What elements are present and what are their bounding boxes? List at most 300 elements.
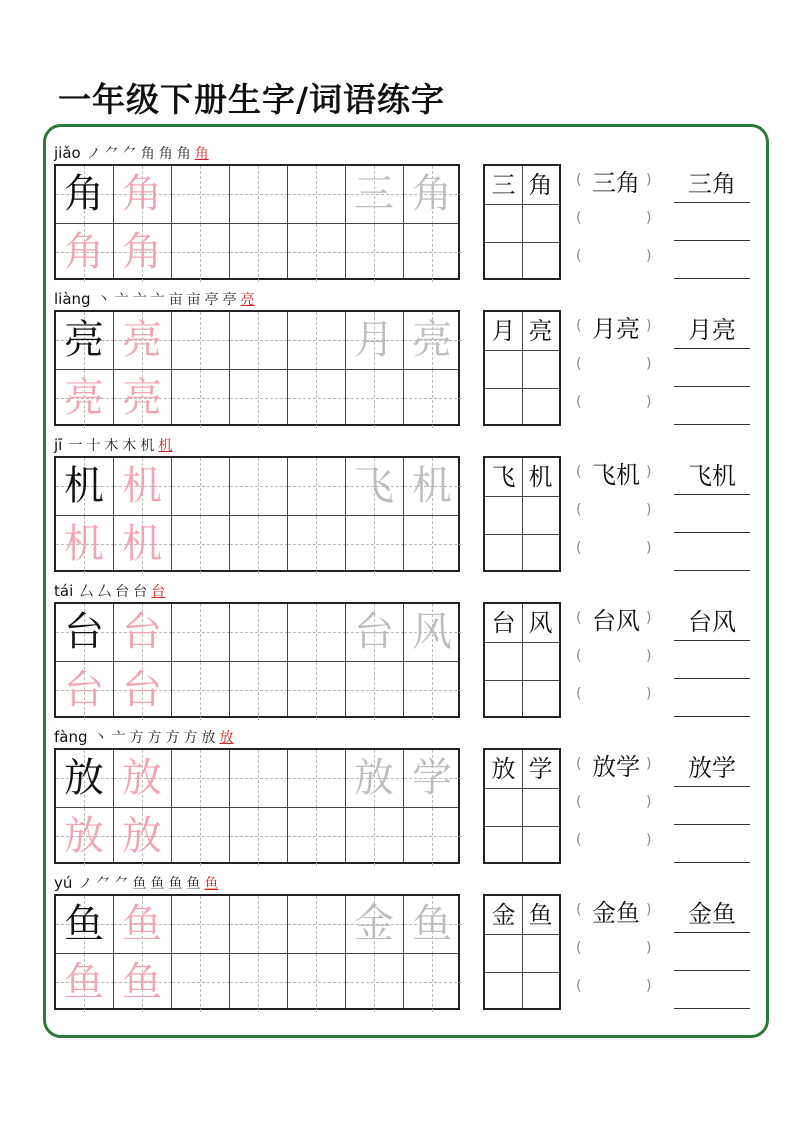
word-cell[interactable] (522, 204, 559, 242)
grid-divider (485, 680, 559, 681)
grid-cell[interactable] (172, 370, 230, 428)
paren-right: ) (646, 756, 652, 772)
stroke-step: 台 (151, 583, 166, 600)
grid-divider (485, 972, 559, 973)
practice-char: 机 (64, 463, 104, 509)
grid-divider (485, 496, 559, 497)
writing-lines (674, 456, 752, 572)
grid-divider (229, 604, 230, 716)
paren-right: ) (646, 648, 652, 664)
word-char: 学 (528, 755, 553, 783)
writing-lines (674, 602, 752, 718)
word-char: 三 (491, 171, 516, 199)
write-line[interactable] (674, 1008, 750, 1009)
paren-word (584, 456, 648, 494)
grid-cell[interactable] (230, 516, 288, 574)
line-word-char: 亮 (712, 316, 736, 344)
paren-word-char: 金 (592, 899, 616, 927)
pinyin-stroke-line (54, 872, 222, 896)
practice-char: 放 (122, 813, 162, 859)
practice-char: 机 (64, 521, 104, 567)
grid-cell[interactable] (288, 808, 346, 866)
word-char: 飞 (491, 463, 516, 491)
word-char: 机 (528, 463, 553, 491)
word-cell[interactable] (485, 496, 522, 534)
grid-divider (287, 604, 288, 716)
practice-char: 飞 (354, 463, 394, 509)
stroke-step: 鱼 (132, 875, 147, 892)
line-word-char: 放 (688, 754, 712, 782)
pinyin-label: jiǎo (54, 143, 81, 162)
stroke-step: 角 (176, 145, 191, 162)
paren-word-char: 鱼 (616, 899, 640, 927)
pinyin-stroke-line (54, 142, 213, 166)
stroke-step: 鱼 (204, 875, 219, 892)
word-char: 金 (491, 901, 516, 929)
stroke-step: 亠 (132, 291, 147, 308)
practice-char: 角 (122, 229, 162, 275)
stroke-step: 方 (183, 729, 198, 746)
paren-column (576, 894, 656, 1010)
stroke-step: 丶 (93, 729, 108, 746)
grid-cell[interactable] (404, 808, 462, 866)
paren-right: ) (646, 686, 652, 702)
word-cell[interactable] (485, 826, 522, 864)
grid-divider (485, 388, 559, 389)
write-line[interactable] (674, 862, 750, 863)
stroke-step: 方 (129, 729, 144, 746)
stroke-step: ノ (78, 875, 93, 892)
grid-cell[interactable] (172, 458, 230, 516)
practice-grid (54, 456, 460, 572)
grid-divider (229, 458, 230, 570)
pinyin-label: yú (54, 873, 73, 892)
stroke-step: ⺈ (104, 145, 119, 162)
pinyin-label: tái (54, 581, 74, 600)
line-word-char: 风 (712, 608, 736, 636)
paren-left: ( (576, 540, 582, 556)
grid-cell[interactable] (288, 224, 346, 282)
stroke-step: 角 (158, 145, 173, 162)
word-grid (483, 894, 561, 1010)
paren-right: ) (646, 540, 652, 556)
word-grid (483, 456, 561, 572)
practice-char: 角 (64, 171, 104, 217)
write-line[interactable] (674, 824, 750, 825)
paren-right: ) (646, 610, 652, 626)
stroke-step: 一 (68, 437, 83, 454)
stroke-step: 台 (115, 583, 130, 600)
stroke-step: 亭 (204, 291, 219, 308)
paren-column (576, 164, 656, 280)
paren-left: ( (576, 394, 582, 410)
paren-left: ( (576, 210, 582, 226)
grid-divider (229, 312, 230, 424)
write-line[interactable] (674, 202, 750, 203)
paren-word (584, 748, 648, 786)
grid-cell[interactable] (172, 954, 230, 1012)
word-cell[interactable] (485, 934, 522, 972)
grid-divider (287, 312, 288, 424)
practice-char: 角 (64, 229, 104, 275)
word-char: 角 (528, 171, 553, 199)
grid-cell[interactable] (288, 370, 346, 428)
word-char: 放 (491, 755, 516, 783)
paren-word-char: 放 (592, 753, 616, 781)
practice-char: 机 (412, 463, 452, 509)
pinyin-label: liàng (54, 289, 91, 308)
word-cell[interactable] (522, 680, 559, 718)
grid-cell[interactable] (346, 516, 404, 574)
grid-cell[interactable] (288, 662, 346, 720)
stroke-step: 亠 (111, 729, 126, 746)
grid-cell[interactable] (404, 516, 462, 574)
word-grid (483, 310, 561, 426)
line-word-char: 月 (688, 316, 712, 344)
page-title: 一年级下册生字/词语练字 (58, 80, 446, 119)
pinyin-label: jī (54, 435, 63, 454)
stroke-step: ⺈ (122, 145, 137, 162)
word-cell[interactable] (522, 826, 559, 864)
paren-word-char: 三 (592, 169, 616, 197)
line-word (674, 606, 750, 638)
grid-divider (171, 896, 172, 1008)
writing-lines (674, 310, 752, 426)
stroke-step: 台 (133, 583, 148, 600)
word-cell[interactable] (485, 534, 522, 572)
grid-divider (171, 458, 172, 570)
line-word (674, 314, 750, 346)
line-word (674, 752, 750, 784)
line-word-char: 角 (712, 170, 736, 198)
grid-divider (171, 166, 172, 278)
word-cell[interactable] (522, 788, 559, 826)
practice-grid (54, 894, 460, 1010)
grid-cell[interactable] (230, 604, 288, 662)
stroke-order (79, 581, 169, 601)
grid-cell[interactable] (230, 662, 288, 720)
stroke-step: 厶 (79, 583, 94, 600)
grid-cell[interactable] (230, 312, 288, 370)
practice-char: 亮 (64, 317, 104, 363)
grid-divider (287, 458, 288, 570)
word-cell[interactable] (485, 642, 522, 680)
practice-grid (54, 602, 460, 718)
word-grid (483, 602, 561, 718)
paren-right: ) (646, 172, 652, 188)
practice-char: 台 (122, 609, 162, 655)
grid-divider (485, 788, 559, 789)
paren-column (576, 602, 656, 718)
practice-char: 台 (122, 667, 162, 713)
paren-right: ) (646, 978, 652, 994)
paren-left: ( (576, 502, 582, 518)
practice-grid (54, 748, 460, 864)
grid-cell[interactable] (230, 458, 288, 516)
practice-char: 鱼 (122, 959, 162, 1005)
write-line[interactable] (674, 640, 750, 641)
practice-char: 放 (354, 755, 394, 801)
grid-cell[interactable] (404, 662, 462, 720)
paren-left: ( (576, 248, 582, 264)
word-cell[interactable] (485, 242, 522, 280)
practice-char: 亮 (412, 317, 452, 363)
grid-cell[interactable] (346, 370, 404, 428)
stroke-step: 鱼 (150, 875, 165, 892)
practice-char: 亮 (64, 375, 104, 421)
stroke-step: 鱼 (168, 875, 183, 892)
grid-divider (485, 934, 559, 935)
practice-char: 风 (412, 609, 452, 655)
practice-grid (54, 164, 460, 280)
grid-cell[interactable] (346, 954, 404, 1012)
stroke-step: 亩 (168, 291, 183, 308)
stroke-order (68, 435, 176, 455)
stroke-step: 放 (201, 729, 216, 746)
word-cell[interactable] (522, 972, 559, 1010)
grid-divider (287, 896, 288, 1008)
word-char: 亮 (528, 317, 553, 345)
stroke-step: 十 (86, 437, 101, 454)
line-word-char: 学 (712, 754, 736, 782)
grid-cell[interactable] (230, 808, 288, 866)
practice-char: 台 (64, 667, 104, 713)
paren-right: ) (646, 394, 652, 410)
pinyin-stroke-line (54, 288, 259, 312)
stroke-step: 亮 (240, 291, 255, 308)
stroke-step: 机 (140, 437, 155, 454)
stroke-order (94, 727, 238, 747)
paren-word-char: 学 (616, 753, 640, 781)
grid-cell[interactable] (230, 896, 288, 954)
pinyin-stroke-line (54, 580, 169, 604)
word-cell[interactable] (485, 388, 522, 426)
practice-char: 放 (64, 813, 104, 859)
paren-right: ) (646, 318, 652, 334)
grid-cell[interactable] (404, 370, 462, 428)
practice-char: 角 (412, 171, 452, 217)
paren-left: ( (576, 648, 582, 664)
writing-lines (674, 164, 752, 280)
word-cell[interactable] (485, 680, 522, 718)
practice-char: 鱼 (122, 901, 162, 947)
word-cell[interactable] (522, 534, 559, 572)
paren-left: ( (576, 610, 582, 626)
grid-cell[interactable] (404, 954, 462, 1012)
paren-column (576, 748, 656, 864)
paren-right: ) (646, 940, 652, 956)
char-block (54, 434, 754, 580)
paren-right: ) (646, 832, 652, 848)
word-cell[interactable] (485, 204, 522, 242)
char-block (54, 288, 754, 434)
paren-column (576, 456, 656, 572)
grid-divider (485, 242, 559, 243)
paren-word-char: 风 (616, 607, 640, 635)
paren-word-char: 角 (616, 169, 640, 197)
grid-divider (229, 896, 230, 1008)
writing-lines (674, 894, 752, 1010)
paren-left: ( (576, 464, 582, 480)
paren-right: ) (646, 356, 652, 372)
word-char: 月 (491, 317, 516, 345)
grid-divider (485, 826, 559, 827)
paren-word-char: 月 (592, 315, 616, 343)
word-cell[interactable] (485, 350, 522, 388)
stroke-step: 木 (104, 437, 119, 454)
word-grid (483, 748, 561, 864)
grid-divider (485, 350, 559, 351)
stroke-step: 厶 (97, 583, 112, 600)
stroke-step: ⺈ (96, 875, 111, 892)
practice-char: 角 (122, 171, 162, 217)
stroke-step: 机 (158, 437, 173, 454)
write-line[interactable] (674, 570, 750, 571)
writing-lines (674, 748, 752, 864)
paren-left: ( (576, 978, 582, 994)
write-line[interactable] (674, 970, 750, 971)
paren-right: ) (646, 464, 652, 480)
word-cell[interactable] (485, 972, 522, 1010)
stroke-step: 角 (194, 145, 209, 162)
practice-char: 金 (354, 901, 394, 947)
stroke-step: 亩 (186, 291, 201, 308)
write-line[interactable] (674, 386, 750, 387)
grid-cell[interactable] (172, 750, 230, 808)
grid-cell[interactable] (172, 166, 230, 224)
grid-cell[interactable] (172, 312, 230, 370)
grid-cell[interactable] (172, 662, 230, 720)
grid-divider (171, 604, 172, 716)
grid-cell[interactable] (288, 954, 346, 1012)
practice-char: 亮 (122, 317, 162, 363)
grid-cell[interactable] (230, 954, 288, 1012)
grid-cell[interactable] (404, 224, 462, 282)
pinyin-label: fàng (54, 727, 88, 746)
practice-char: 鱼 (412, 901, 452, 947)
word-grid (483, 164, 561, 280)
word-char: 风 (528, 609, 553, 637)
line-word (674, 460, 750, 492)
grid-cell[interactable] (172, 808, 230, 866)
grid-divider (229, 750, 230, 862)
char-block (54, 726, 754, 872)
paren-column (576, 310, 656, 426)
paren-word (584, 894, 648, 932)
paren-word-char: 机 (616, 461, 640, 489)
write-line[interactable] (674, 932, 750, 933)
grid-cell[interactable] (172, 604, 230, 662)
write-line[interactable] (674, 716, 750, 717)
practice-char: 亮 (122, 375, 162, 421)
line-word-char: 台 (688, 608, 712, 636)
practice-char: 月 (354, 317, 394, 363)
practice-char: 鱼 (64, 901, 104, 947)
paren-left: ( (576, 794, 582, 810)
paren-left: ( (576, 356, 582, 372)
practice-char: 鱼 (64, 959, 104, 1005)
practice-grid (54, 310, 460, 426)
write-line[interactable] (674, 348, 750, 349)
stroke-step: 亭 (222, 291, 237, 308)
practice-char: 放 (122, 755, 162, 801)
grid-cell[interactable] (346, 662, 404, 720)
practice-char: 台 (354, 609, 394, 655)
practice-char: 三 (354, 171, 394, 217)
grid-cell[interactable] (172, 224, 230, 282)
paren-word (584, 164, 648, 202)
paren-left: ( (576, 172, 582, 188)
grid-cell[interactable] (172, 516, 230, 574)
grid-cell[interactable] (288, 516, 346, 574)
write-line[interactable] (674, 278, 750, 279)
stroke-step: 放 (219, 729, 234, 746)
grid-cell[interactable] (288, 312, 346, 370)
paren-left: ( (576, 902, 582, 918)
line-word (674, 898, 750, 930)
word-cell[interactable] (522, 496, 559, 534)
grid-cell[interactable] (288, 896, 346, 954)
word-cell[interactable] (485, 788, 522, 826)
grid-cell[interactable] (346, 224, 404, 282)
paren-word-char: 飞 (592, 461, 616, 489)
stroke-step: ⺈ (114, 875, 129, 892)
paren-word-char: 亮 (616, 315, 640, 343)
grid-cell[interactable] (172, 896, 230, 954)
write-line[interactable] (674, 240, 750, 241)
word-cell[interactable] (522, 642, 559, 680)
line-word-char: 机 (712, 462, 736, 490)
word-cell[interactable] (522, 934, 559, 972)
paren-left: ( (576, 686, 582, 702)
grid-cell[interactable] (230, 750, 288, 808)
write-line[interactable] (674, 494, 750, 495)
write-line[interactable] (674, 424, 750, 425)
write-line[interactable] (674, 678, 750, 679)
grid-cell[interactable] (230, 166, 288, 224)
paren-left: ( (576, 832, 582, 848)
stroke-order (97, 289, 259, 309)
grid-divider (171, 312, 172, 424)
stroke-step: 亠 (150, 291, 165, 308)
word-cell[interactable] (522, 242, 559, 280)
write-line[interactable] (674, 786, 750, 787)
paren-right: ) (646, 902, 652, 918)
grid-cell[interactable] (288, 166, 346, 224)
write-line[interactable] (674, 532, 750, 533)
practice-char: 机 (122, 463, 162, 509)
grid-divider (287, 166, 288, 278)
grid-divider (229, 166, 230, 278)
grid-cell[interactable] (288, 458, 346, 516)
word-char: 台 (491, 609, 516, 637)
grid-cell[interactable] (288, 750, 346, 808)
stroke-step: ノ (86, 145, 101, 162)
grid-cell[interactable] (346, 808, 404, 866)
paren-word-char: 台 (592, 607, 616, 635)
paren-right: ) (646, 502, 652, 518)
grid-cell[interactable] (230, 370, 288, 428)
stroke-step: 木 (122, 437, 137, 454)
char-block (54, 872, 754, 1018)
stroke-step: 方 (147, 729, 162, 746)
word-cell[interactable] (522, 350, 559, 388)
practice-char: 学 (412, 755, 452, 801)
grid-cell[interactable] (230, 224, 288, 282)
grid-cell[interactable] (288, 604, 346, 662)
line-word-char: 鱼 (712, 900, 736, 928)
word-cell[interactable] (522, 388, 559, 426)
